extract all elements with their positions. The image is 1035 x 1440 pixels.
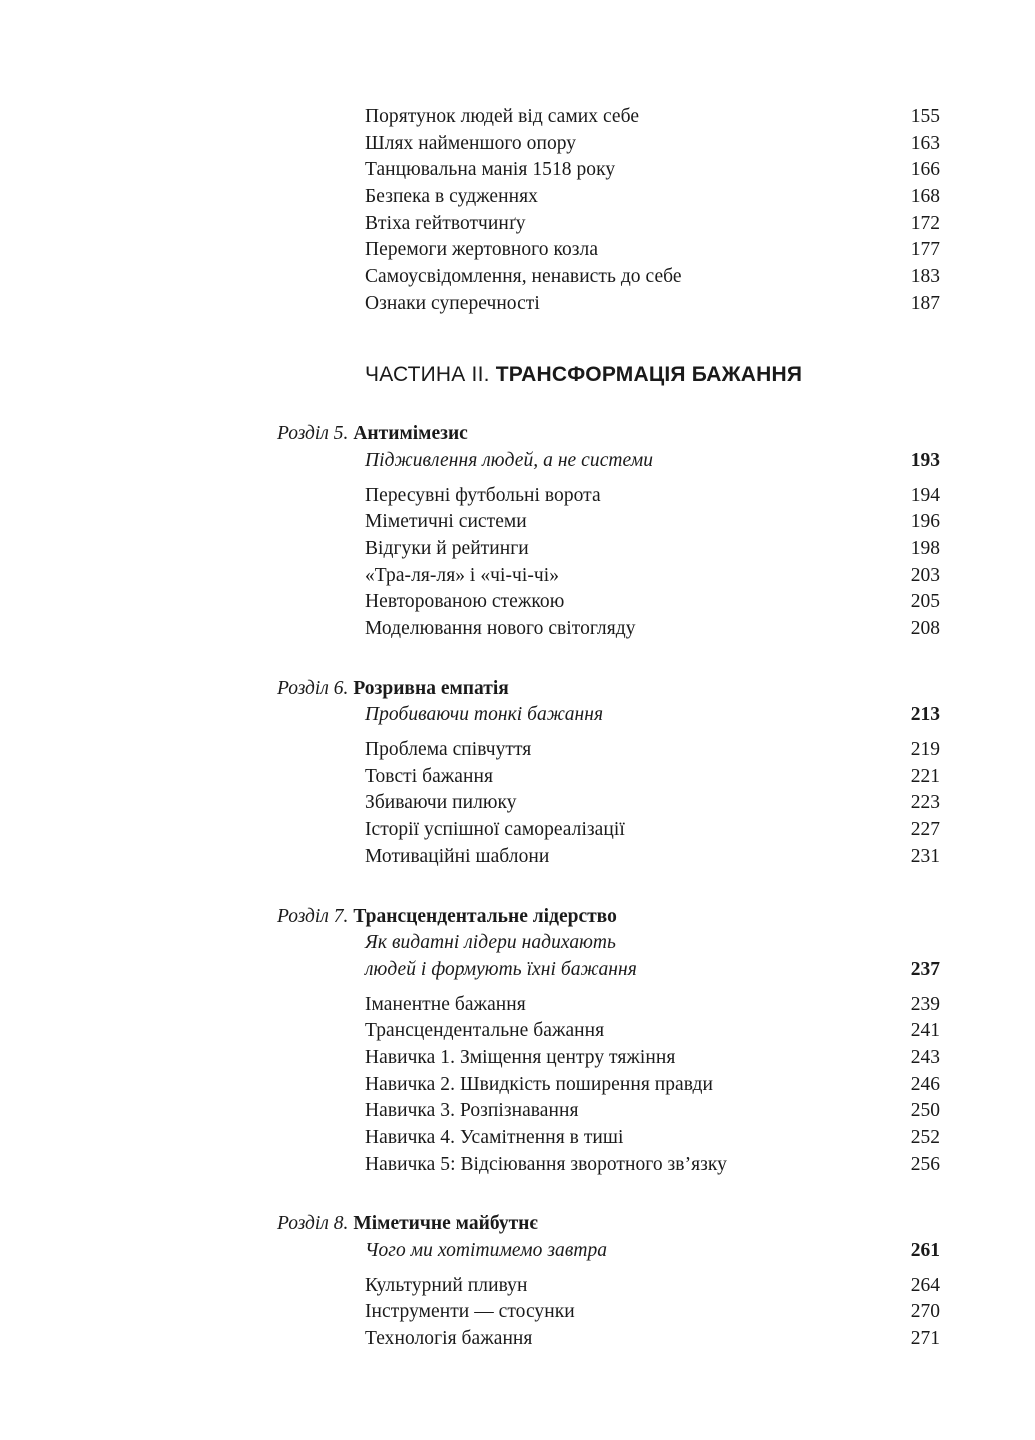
spacer <box>277 1178 940 1211</box>
chapter-name: Міметичне майбутнє <box>353 1213 538 1235</box>
toc-entry-page: 243 <box>910 1046 940 1068</box>
toc-entry[interactable] <box>277 589 940 616</box>
chapter-title[interactable] <box>277 676 940 703</box>
toc-entry-label: Ознаки суперечності <box>365 292 540 314</box>
toc-entry[interactable] <box>277 483 940 510</box>
dot-leader <box>608 500 888 501</box>
toc-entry-page: 250 <box>910 1100 940 1122</box>
dot-leader <box>610 719 888 720</box>
toc-entry[interactable] <box>277 157 940 184</box>
toc-entry-page: 187 <box>910 292 940 314</box>
toc-entry-page: 227 <box>910 819 940 841</box>
toc-entry[interactable] <box>277 1299 940 1326</box>
chapter-block <box>277 904 940 1179</box>
chapter-subtitle-page: 193 <box>910 449 940 471</box>
chapter-number: Розділ 7. <box>277 905 349 927</box>
toc-entry-label: Інструменти — стосунки <box>365 1301 575 1323</box>
toc-entry-label: Культурний пливун <box>365 1274 528 1296</box>
toc-entry-label: Технологія бажання <box>365 1328 533 1350</box>
toc-entry-label: Шлях найменшого опору <box>365 132 577 154</box>
toc-entry-page: 172 <box>910 212 940 234</box>
toc-entry[interactable] <box>277 1018 940 1045</box>
dot-leader <box>556 861 888 862</box>
chapter-subtitle-label: Чого ми хотітимемо завтра <box>365 1240 608 1262</box>
dot-leader <box>533 1009 888 1010</box>
spacer <box>277 729 940 737</box>
dot-leader <box>611 1035 888 1036</box>
dot-leader <box>605 254 888 255</box>
toc-entry[interactable] <box>277 264 940 291</box>
toc-entry-page: 196 <box>910 511 940 533</box>
chapter-subtitle-label: Пробиваючи тонкі бажання <box>365 704 604 726</box>
toc-entry-label: Порятунок людей від самих себе <box>365 106 640 127</box>
toc-entry-label: Мотиваційні шаблони <box>365 845 550 867</box>
toc-entry-label: Навичка 3. Розпізнавання <box>365 1100 579 1122</box>
chapter-block <box>277 421 940 643</box>
toc-entry-label: Самоусвідомлення, ненависть до себе <box>365 266 682 288</box>
toc-entry[interactable] <box>277 737 940 764</box>
toc-entry[interactable] <box>277 764 940 791</box>
chapter-name: Розривна емпатія <box>353 677 509 699</box>
toc-entry-page: 256 <box>910 1153 940 1175</box>
toc-entry-page: 270 <box>910 1301 940 1323</box>
toc-entry-label: Трансцендентальне бажання <box>365 1020 605 1042</box>
toc-entry-page: 231 <box>910 845 940 867</box>
dot-leader <box>646 121 888 122</box>
dot-leader <box>614 1255 888 1256</box>
spacer <box>277 475 940 483</box>
toc-entry-label: Міметичні системи <box>365 511 527 533</box>
toc-entry[interactable] <box>277 563 940 590</box>
leading-entries-group <box>277 104 940 318</box>
dot-leader <box>643 633 888 634</box>
dot-leader <box>720 1089 888 1090</box>
toc-entry-label: Відгуки й рейтинги <box>365 537 529 559</box>
dot-leader <box>539 1343 888 1344</box>
dot-leader <box>534 526 888 527</box>
toc-entry[interactable] <box>277 104 940 131</box>
toc-entry[interactable] <box>277 184 940 211</box>
dot-leader <box>586 1115 888 1116</box>
toc-entry-label: «Тра-ля-ля» і «чі-чі-чі» <box>365 564 559 586</box>
chapter-subtitle-line[interactable] <box>277 930 940 957</box>
dot-leader <box>547 308 888 309</box>
toc-entry-label: Втіха гейтвотчинґу <box>365 212 526 234</box>
toc-entry[interactable] <box>277 291 940 318</box>
toc-entry-label: Історії успішної самореалізації <box>365 819 625 841</box>
dot-leader <box>622 174 888 175</box>
dot-leader <box>689 281 888 282</box>
toc-entry[interactable] <box>277 1072 940 1099</box>
chapter-name: Трансцендентальне лідерство <box>353 905 617 927</box>
toc-entry-label: Навичка 5: Відсіювання зворотного зв’язку <box>365 1153 727 1175</box>
toc-entry-page: 271 <box>910 1328 940 1350</box>
chapter-title[interactable] <box>277 1211 940 1238</box>
part-title: ТРАНСФОРМАЦІЯ БАЖАННЯ <box>495 362 803 386</box>
toc-entry-page: 163 <box>910 132 940 154</box>
toc-entry-page: 198 <box>910 537 940 559</box>
toc-entry-page: 177 <box>910 239 940 261</box>
chapter-subtitle-page: 261 <box>910 1240 940 1262</box>
dot-leader <box>500 781 888 782</box>
spacer <box>277 1265 940 1273</box>
toc-entry[interactable] <box>277 1045 940 1072</box>
toc-entry-page: 183 <box>910 266 940 288</box>
chapter-name: Антимімезис <box>353 423 468 445</box>
chapter-number: Розділ 5. <box>277 423 349 445</box>
toc-entry-label: Танцювальна манія 1518 року <box>365 159 616 181</box>
part-number: ЧАСТИНА II. <box>365 362 490 386</box>
dot-leader <box>734 1169 888 1170</box>
dot-leader <box>538 754 888 755</box>
part-heading <box>277 362 940 389</box>
spacer <box>277 318 940 362</box>
spacer <box>277 388 940 421</box>
toc-entry[interactable] <box>277 1125 940 1152</box>
dot-leader <box>644 974 888 975</box>
toc-entry[interactable] <box>277 1326 940 1353</box>
dot-leader <box>533 228 888 229</box>
dot-leader <box>623 947 888 948</box>
toc-entry-page: 205 <box>910 591 940 613</box>
dot-leader <box>682 1062 888 1063</box>
toc-entry-label: Перемоги жертовного козла <box>365 239 599 261</box>
toc-entry-label: Невторованою стежкою <box>365 591 565 613</box>
toc-entry[interactable] <box>277 509 940 536</box>
chapter-subtitle-page: 237 <box>910 958 940 980</box>
chapter-subtitle-label: Як видатні лідери надихають <box>365 932 616 954</box>
chapter-subtitle-page: 213 <box>910 704 940 726</box>
chapter-subtitle-label: Підживлення людей, а не системи <box>365 449 654 471</box>
spacer <box>277 871 940 904</box>
toc-entry[interactable] <box>277 237 940 264</box>
toc-entry-label: Товсті бажання <box>365 765 494 787</box>
toc-entry-page: 194 <box>910 484 940 506</box>
chapter-title[interactable] <box>277 904 940 931</box>
toc-entry-page: 166 <box>910 159 940 181</box>
dot-leader <box>632 834 888 835</box>
toc-entry[interactable] <box>277 1273 940 1300</box>
chapter-subtitle-line[interactable] <box>277 957 940 984</box>
chapter-subtitle[interactable] <box>277 702 940 729</box>
toc-entry[interactable] <box>277 1098 940 1125</box>
toc-entry-label: Навичка 4. Усамітнення в тиші <box>365 1127 624 1149</box>
toc-entry-page: 246 <box>910 1073 940 1095</box>
toc-entry-page: 203 <box>910 564 940 586</box>
toc-entry-page: 223 <box>910 792 940 814</box>
toc-container <box>277 104 940 1353</box>
chapter-number: Розділ 6. <box>277 677 349 699</box>
dot-leader <box>536 553 888 554</box>
toc-entry[interactable] <box>277 817 940 844</box>
toc-entry-page: 219 <box>910 739 940 761</box>
toc-entry[interactable] <box>277 211 940 238</box>
toc-entry[interactable] <box>277 844 940 871</box>
toc-entry-label: Пересувні футбольні ворота <box>365 484 601 506</box>
toc-entry-label: Збиваючи пилюку <box>365 792 517 814</box>
toc-entry[interactable] <box>277 790 940 817</box>
dot-leader <box>524 807 888 808</box>
toc-entry-page: 208 <box>910 618 940 640</box>
dot-leader <box>630 1142 888 1143</box>
dot-leader <box>583 148 888 149</box>
toc-entry-label: Безпека в судженнях <box>365 186 538 208</box>
dot-leader <box>582 1316 888 1317</box>
toc-entry-page: 221 <box>910 765 940 787</box>
chapter-subtitle[interactable] <box>277 1238 940 1265</box>
toc-entry-page: 264 <box>910 1274 940 1296</box>
chapter-subtitle[interactable] <box>277 448 940 475</box>
chapter-title[interactable] <box>277 421 940 448</box>
chapter-block <box>277 676 940 871</box>
spacer <box>277 643 940 676</box>
dot-leader <box>566 580 888 581</box>
toc-entry-page: 155 <box>910 106 940 127</box>
toc-entry[interactable] <box>277 616 940 643</box>
toc-entry[interactable] <box>277 992 940 1019</box>
toc-entry-page: 241 <box>910 1020 940 1042</box>
toc-entry-label: Навичка 1. Зміщення центру тяжіння <box>365 1046 676 1068</box>
toc-entry-label: Навичка 2. Швидкість поширення правди <box>365 1073 713 1095</box>
toc-entry-label: Проблема співчуття <box>365 739 532 761</box>
dot-leader <box>571 606 888 607</box>
toc-entry-label: Іманентне бажання <box>365 993 526 1015</box>
toc-entry-page: 239 <box>910 993 940 1015</box>
spacer <box>277 984 940 992</box>
toc-entry[interactable] <box>277 131 940 158</box>
toc-entry-page: 252 <box>910 1127 940 1149</box>
chapter-block <box>277 1211 940 1352</box>
dot-leader <box>534 1290 888 1291</box>
toc-entry[interactable] <box>277 536 940 563</box>
toc-entry-label: Моделювання нового світогляду <box>365 618 636 640</box>
toc-entry-page: 168 <box>910 186 940 208</box>
toc-entry[interactable] <box>277 1152 940 1179</box>
dot-leader <box>660 465 888 466</box>
dot-leader <box>545 201 888 202</box>
chapter-number: Розділ 8. <box>277 1213 349 1235</box>
chapter-subtitle-label: людей і формують їхні бажання <box>365 958 637 980</box>
